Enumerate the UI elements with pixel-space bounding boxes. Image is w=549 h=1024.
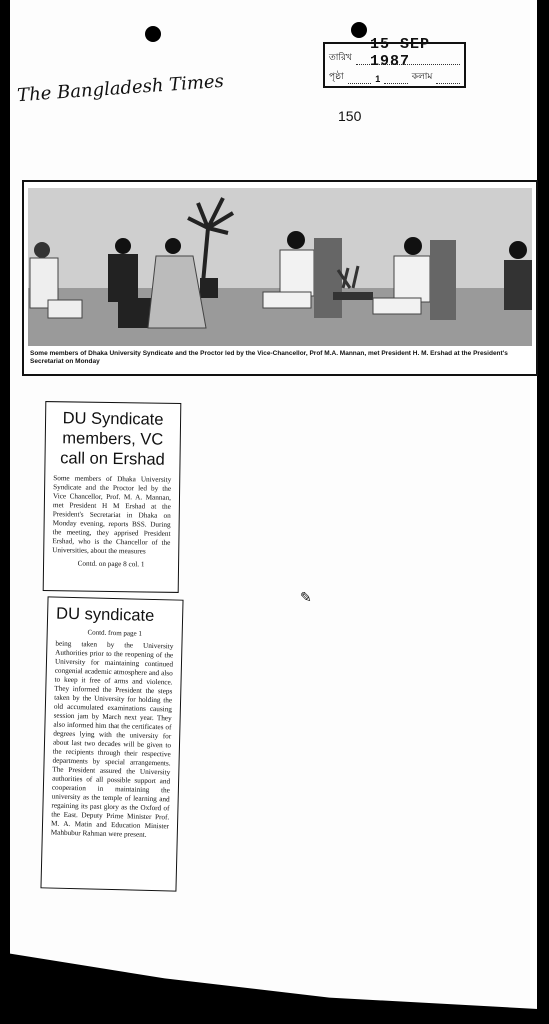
news-photo-clipping (22, 180, 538, 376)
article-1-headline: DU Syndicate members, VC call on Ershad (60, 409, 165, 469)
photo-caption: Some members of Dhaka University Syndicate and the Proctor led by the Vice-Chancellor, Prof M.A. Mannan, met President H. M. Ershad at the President's Secretariat on Monday (30, 350, 508, 365)
stamp-page-line-2 (384, 73, 408, 84)
stamp-date-label: তারিখ (329, 52, 352, 62)
article-2-continued-from: Contd. from page 1 (87, 628, 143, 638)
stamp-page-value: 1 (375, 74, 381, 84)
article-1-continued: Contd. on page 8 col. 1 (77, 559, 145, 569)
scan-mark: ✎ (300, 591, 312, 606)
scan-border-right (537, 0, 549, 1024)
stamp-date: 15 SEP 1987 (370, 36, 431, 70)
scan-border-bottom (0, 904, 549, 1024)
meeting-photo (28, 188, 532, 346)
article-clipping-1 (43, 401, 182, 593)
stamp-column-label: কলাম (411, 71, 433, 81)
stamp-page-line (348, 73, 372, 84)
scan-border-left (0, 0, 10, 1024)
stamp-page-label: পৃষ্ঠা (329, 71, 344, 81)
article-2-headline: DU syndicate (55, 604, 155, 625)
archive-stamp (323, 36, 466, 88)
article-clipping-2 (40, 596, 183, 891)
stamp-column-line (436, 73, 460, 84)
article-1-body: Some members of Dhaka University Syndicate and the Proctor led by the Vice Chancellor, Prof. M. A. Mannan, met President H M Ershad at the President's Secretariat in Dhaka on Monday evening, reports BSS. During the meeting, they apprised President Ershad, who is the Chancellor of the Universities, about the measures (52, 474, 172, 556)
meeting-photo-illustration (28, 188, 532, 346)
newspaper-masthead: The Bangladesh Times (16, 70, 225, 107)
punch-hole-right (351, 22, 367, 38)
article-2-body: being taken by the University Authorities prior to the reopening of the University for maintaining continued congenial academic atmosphere and also to keep it free of arms and violence. They informed the President the steps taken by the University for holding the old accumulated examinations causing session jam by March next year. They also informed him that the certificates of degrees lying with the university for about last two decades will be given to the recipients through their respective departments by special arrangements. The President assured the University authorities of all possible support and cooperation in maintaining the university as the temple of learning and regaining its past glory as the Oxford of the East. Deputy Prime Minister Prof. M. A. Matin and Education Minister Mahbubur Rahman were present. (50, 639, 174, 839)
page-number: 150 (338, 108, 362, 124)
punch-hole-left (145, 26, 161, 42)
